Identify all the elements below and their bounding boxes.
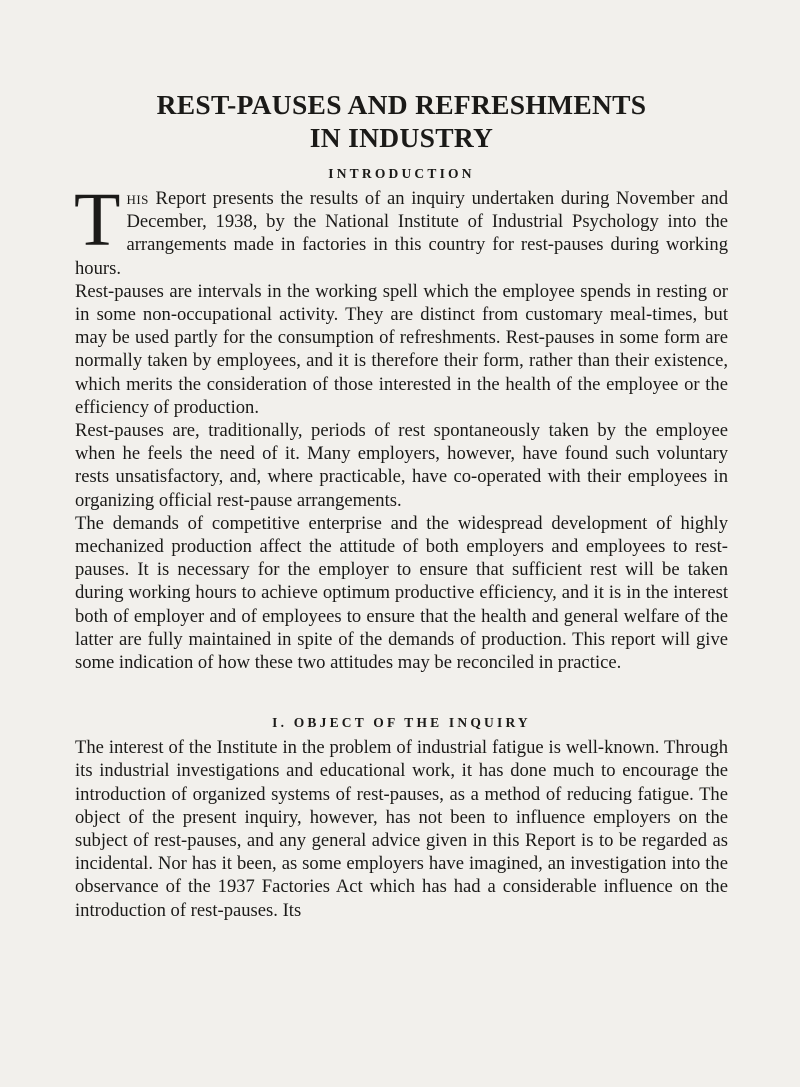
object-of-inquiry-heading: I. OBJECT OF THE INQUIRY [272,715,531,731]
object-paragraph-1: The interest of the Institute in the problem of industrial fatigue is well-known. Through its industrial investigations and educational work, it has done much to encourage the introduction of organized systems of rest-pauses, as a method of reducing fatigue. The object of the present inquiry, however, has not been to influence employers on the subject of rest-pauses, and any general advice given in this Report is to be regarded as incidental. Nor has it been, as some employers have imagined, an investigation into the observance of the 1937 Factories Act which has had a considerable influence on the introduction of rest-pauses. Its [75,737,728,921]
title-line-1: REST-PAUSES AND REFRESHMENTS [156,89,647,120]
document-page [75,88,728,922]
intro-paragraph-1-text: Report presents the results of an inquiry undertaken during November and December, 1938, by the National Institute of Industrial Psychology into the arrangements made in factories in this country for rest-pauses during working hours. [75,188,728,279]
drop-cap: T [74,178,121,262]
introduction-heading: INTRODUCTION [328,166,475,181]
intro-paragraph-3: Rest-pauses are, traditionally, periods of rest spontaneously taken by the employee when he feels the need of it. Many employers, however, have found such voluntary rests unsatisfactory, and, where practicable, have co-operated with their employees in organizing official rest-pause arrangements. [75,420,728,511]
intro-paragraph-2: Rest-pauses are intervals in the working spell which the employee spends in resting or in some non-occupational activity. They are distinct from customary meal-times, but may be used partly for the consumption of refreshments. Rest-pauses in some form are normally taken by employees, and it is therefore their form, rather than their existence, which merits the consideration of those interested in the health of the employee or the efficiency of production. [75,280,728,418]
intro-paragraph-1 [74,178,728,280]
intro-paragraph-4: The demands of competitive enterprise and the widespread development of highly mechanized production affect the attitude of both employers and employees to rest-pauses. It is necessary for the employer to ensure that sufficient rest will be taken during working hours to achieve optimum productive efficiency, and it is in the interest both of employer and of employees to ensure that the health and general welfare of the latter are fully maintained in spite of the demands of production. This report will give some indication of how these two attitudes may be reconciled in practice. [75,512,728,674]
document-title [75,88,728,154]
title-line-2: IN INDUSTRY [309,122,494,153]
first-word-rest: his [126,188,149,209]
